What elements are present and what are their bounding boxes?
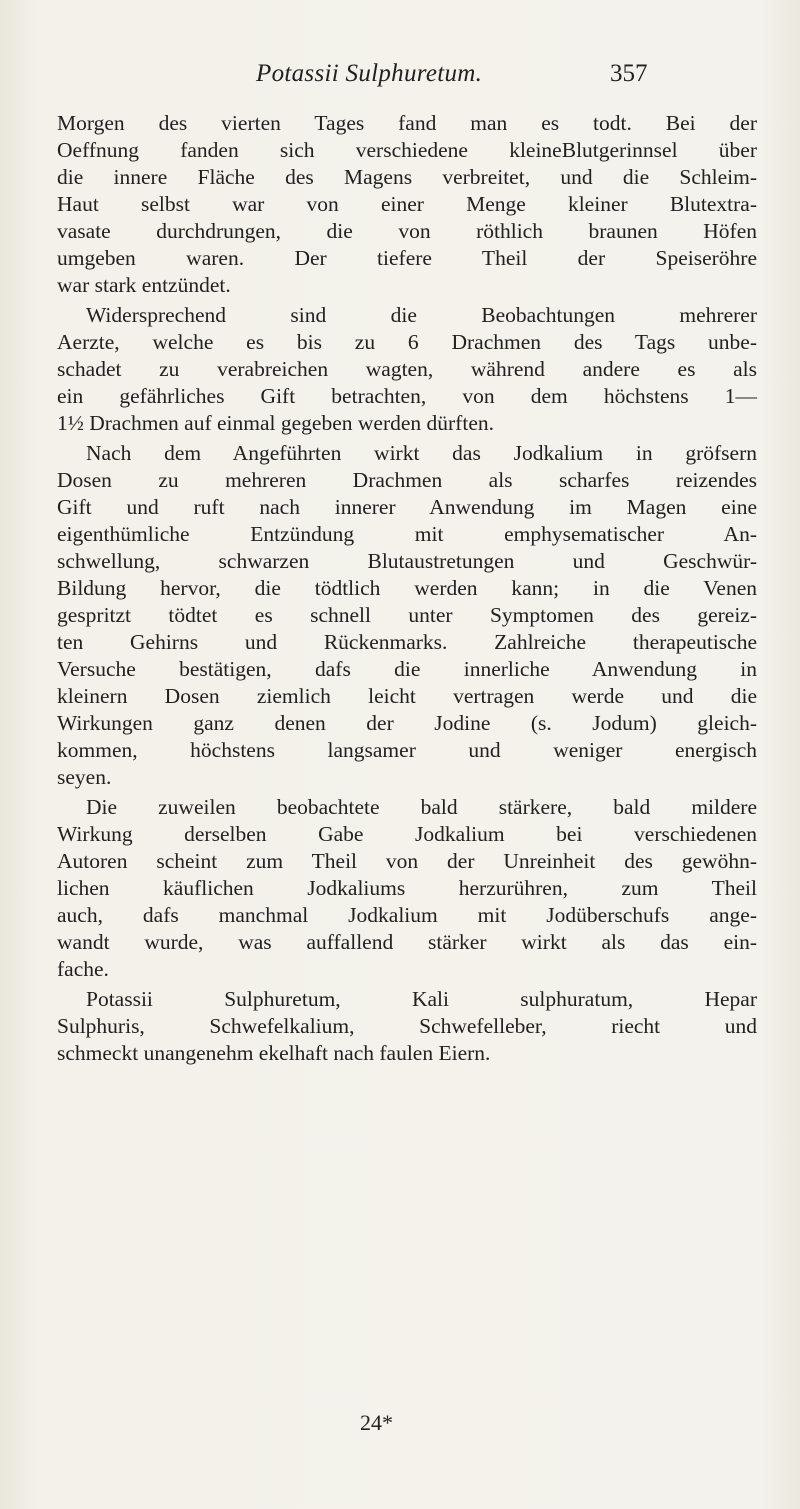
text-line: kleinern Dosen ziemlich leicht vertragen werde und die <box>57 684 757 708</box>
text-line: Sulphuris, Schwefelkalium, Schwefelleber, riecht und <box>57 1014 757 1038</box>
text-line: auch, dafs manchmal Jodkalium mit Jodüberschufs ange- <box>57 903 757 927</box>
text-line: Haut selbst war von einer Menge kleiner Blutextra- <box>57 192 757 216</box>
text-line: eigenthümliche Entzündung mit emphysematischer An- <box>57 522 757 546</box>
text-line: Versuche bestätigen, dafs die innerliche Anwendung in <box>57 657 757 681</box>
text-line: kommen, höchstens langsamer und weniger energisch <box>57 738 757 762</box>
text-line: Wirkung derselben Gabe Jodkalium bei verschiedenen <box>57 822 757 846</box>
text-line: Die zuweilen beobachtete bald stärkere, bald mildere <box>86 795 757 819</box>
text-line: fache. <box>57 957 109 981</box>
text-line: war stark entzündet. <box>57 273 231 297</box>
text-line: lichen käuflichen Jodkaliums herzurühren, zum Theil <box>57 876 757 900</box>
text-line: Dosen zu mehreren Drachmen als scharfes reizendes <box>57 468 757 492</box>
body-text <box>57 110 757 1067</box>
text-line: Aerzte, welche es bis zu 6 Drachmen des Tags unbe- <box>57 330 757 354</box>
text-line: schwellung, schwarzen Blutaustretungen und Geschwür- <box>57 549 757 573</box>
text-line: Widersprechend sind die Beobachtungen mehrerer <box>86 303 757 327</box>
text-line: die innere Fläche des Magens verbreitet, und die Schleim- <box>57 165 757 189</box>
text-line: seyen. <box>57 765 112 789</box>
text-line: gespritzt tödtet es schnell unter Symptomen des gereiz- <box>57 603 757 627</box>
running-title: Potassii Sulphuretum. <box>256 60 483 87</box>
text-line: Bildung hervor, die tödtlich werden kann; in die Venen <box>57 576 757 600</box>
text-line: ten Gehirns und Rückenmarks. Zahlreiche therapeutische <box>57 630 757 654</box>
text-line: Potassii Sulphuretum, Kali sulphuratum, Hepar <box>86 987 757 1011</box>
text-line: Nach dem Angeführten wirkt das Jodkalium in gröfsern <box>86 441 757 465</box>
running-head <box>0 60 800 100</box>
text-line: ein gefährliches Gift betrachten, von dem höchstens 1— <box>57 384 757 408</box>
text-line: schadet zu verabreichen wagten, während andere es als <box>57 357 757 381</box>
text-line: umgeben waren. Der tiefere Theil der Speiseröhre <box>57 246 757 270</box>
text-line: Oeffnung fanden sich verschiedene kleineBlutgerinnsel über <box>57 138 757 162</box>
text-line: Morgen des vierten Tages fand man es todt. Bei der <box>57 111 757 135</box>
text-line: Wirkungen ganz denen der Jodine (s. Jodum) gleich- <box>57 711 757 735</box>
page-number: 357 <box>610 60 648 87</box>
text-line: schmeckt unangenehm ekelhaft nach faulen Eiern. <box>57 1041 491 1065</box>
text-line: Gift und ruft nach innerer Anwendung im Magen eine <box>57 495 757 519</box>
text-line: 1½ Drachmen auf einmal gegeben werden dürften. <box>57 411 494 435</box>
text-line: Autoren scheint zum Theil von der Unreinheit des gewöhn- <box>57 849 757 873</box>
text-line: vasate durchdrungen, die von röthlich braunen Höfen <box>57 219 757 243</box>
signature-mark: 24* <box>360 1410 393 1435</box>
text-line: wandt wurde, was auffallend stärker wirkt als das ein- <box>57 930 757 954</box>
